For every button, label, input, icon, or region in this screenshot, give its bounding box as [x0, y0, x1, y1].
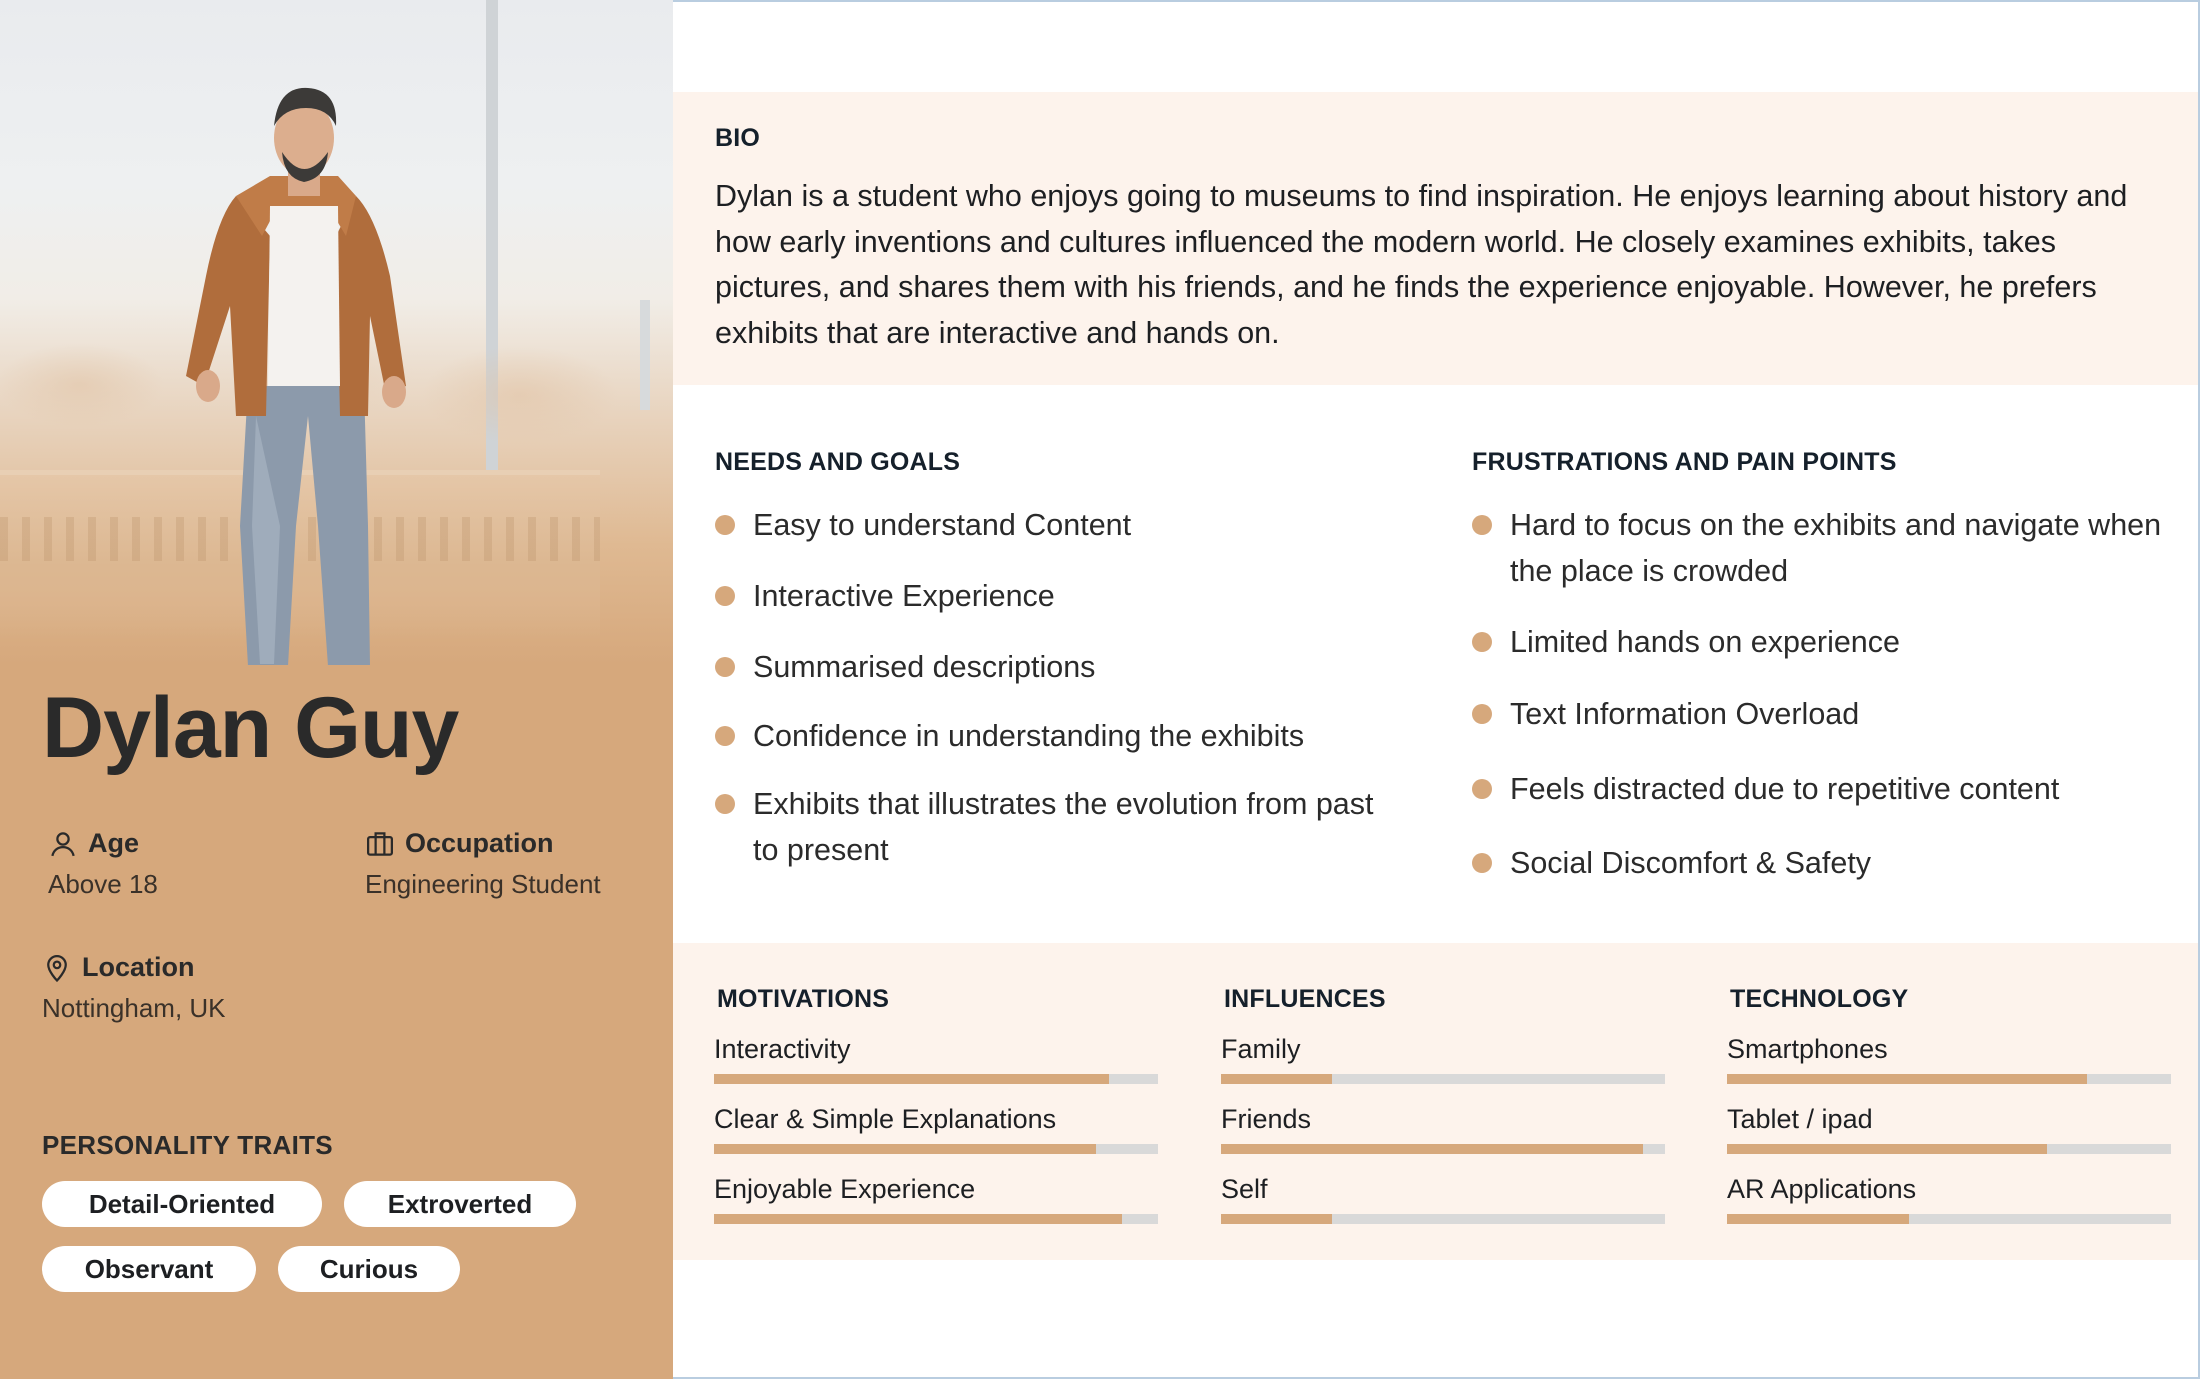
rating-item [1727, 1103, 2171, 1154]
motivations-title: MOTIVATIONS [717, 985, 890, 1013]
list-item: Interactive Experience [715, 573, 1405, 619]
list-item: Text Information Overload [1472, 691, 2162, 737]
profile-panel [0, 0, 673, 1379]
rating-track [1727, 1214, 2171, 1224]
age-label: Age [88, 828, 140, 858]
rating-item [714, 1033, 1158, 1084]
list-item: Hard to focus on the exhibits and navigate when the place is crowded [1472, 502, 2162, 594]
occupation-block [365, 828, 601, 900]
person-figure [178, 86, 448, 665]
rating-label: Friends [1221, 1104, 1312, 1134]
rating-fill [1727, 1144, 2047, 1154]
rating-item [1727, 1033, 2171, 1084]
list-item: Easy to understand Content [715, 502, 1405, 548]
list-item: Summarised descriptions [715, 644, 1405, 690]
influences-column [1221, 985, 1665, 1243]
rating-track [714, 1214, 1158, 1224]
location-value: Nottingham, UK [42, 993, 226, 1023]
rating-fill [1221, 1144, 1643, 1154]
rating-track [1221, 1214, 1665, 1224]
frustrations-title: FRUSTRATIONS AND PAIN POINTS [1472, 448, 1897, 476]
rating-track [714, 1144, 1158, 1154]
trait-pill: Curious [278, 1246, 460, 1292]
age-value: Above 18 [48, 869, 158, 899]
rating-label: AR Applications [1727, 1174, 1917, 1204]
rating-track [1221, 1074, 1665, 1084]
user-icon [48, 829, 78, 859]
list-item: Confidence in understanding the exhibits [715, 713, 1405, 759]
rating-label: Interactivity [714, 1034, 851, 1064]
trait-pill: Observant [42, 1246, 256, 1292]
age-block [48, 828, 158, 900]
frustrations-section [1472, 448, 2162, 886]
rating-track [1221, 1144, 1665, 1154]
briefcase-icon [365, 829, 395, 859]
influences-title: INFLUENCES [1224, 985, 1386, 1013]
frame-border [673, 0, 2200, 2]
needs-goals-title: NEEDS AND GOALS [715, 448, 961, 476]
rating-track [1727, 1074, 2171, 1084]
list-item: Social Discomfort & Safety [1472, 840, 2162, 886]
rating-fill [714, 1144, 1096, 1154]
rating-label: Tablet / ipad [1727, 1104, 1873, 1134]
rating-label: Smartphones [1727, 1034, 1888, 1064]
rating-fill [1221, 1214, 1332, 1224]
rating-fill [714, 1074, 1109, 1084]
list-item: Exhibits that illustrates the evolution from past to present [715, 781, 1405, 873]
rating-label: Family [1221, 1034, 1301, 1064]
technology-column [1727, 985, 2171, 1243]
rating-label: Clear & Simple Explanations [714, 1104, 1057, 1134]
location-block [42, 952, 226, 1024]
rating-track [714, 1074, 1158, 1084]
occupation-value: Engineering Student [365, 869, 601, 899]
rating-fill [1727, 1074, 2087, 1084]
rating-item [1221, 1033, 1665, 1084]
trait-pill: Extroverted [344, 1181, 576, 1227]
rating-item [1221, 1103, 1665, 1154]
motivations-column [714, 985, 1158, 1243]
bio-title: BIO [715, 124, 761, 152]
bio-section [673, 92, 2200, 385]
occupation-label: Occupation [405, 828, 554, 858]
rating-label: Enjoyable Experience [714, 1174, 976, 1204]
rating-track [1727, 1144, 2171, 1154]
personality-traits-title: PERSONALITY TRAITS [42, 1130, 333, 1160]
list-item: Limited hands on experience [1472, 619, 2162, 665]
rating-item [1727, 1173, 2171, 1224]
persona-name: Dylan Guy [42, 680, 459, 776]
ratings-section [673, 943, 2200, 1260]
trait-pill: Detail-Oriented [42, 1181, 322, 1227]
rating-item [714, 1103, 1158, 1154]
rating-fill [714, 1214, 1122, 1224]
technology-title: TECHNOLOGY [1730, 985, 1909, 1013]
needs-goals-section [715, 448, 1405, 873]
location-label: Location [82, 952, 195, 982]
rating-item [714, 1173, 1158, 1224]
bio-text: Dylan is a student who enjoys going to museums to find inspiration. He enjoys learning about history and how early inventions and cultures influenced the modern world. He closely examines exhibits, takes pictures, and shares them with his friends, and he finds the experience enjoyable. However, he prefers exhibits that are interactive and hands on. [715, 179, 2128, 350]
rating-fill [1221, 1074, 1332, 1084]
map-pin-icon [42, 953, 72, 983]
profile-photo [0, 0, 673, 665]
rating-item [1221, 1173, 1665, 1224]
rating-label: Self [1221, 1174, 1268, 1204]
list-item: Feels distracted due to repetitive content [1472, 766, 2162, 812]
rating-fill [1727, 1214, 1909, 1224]
